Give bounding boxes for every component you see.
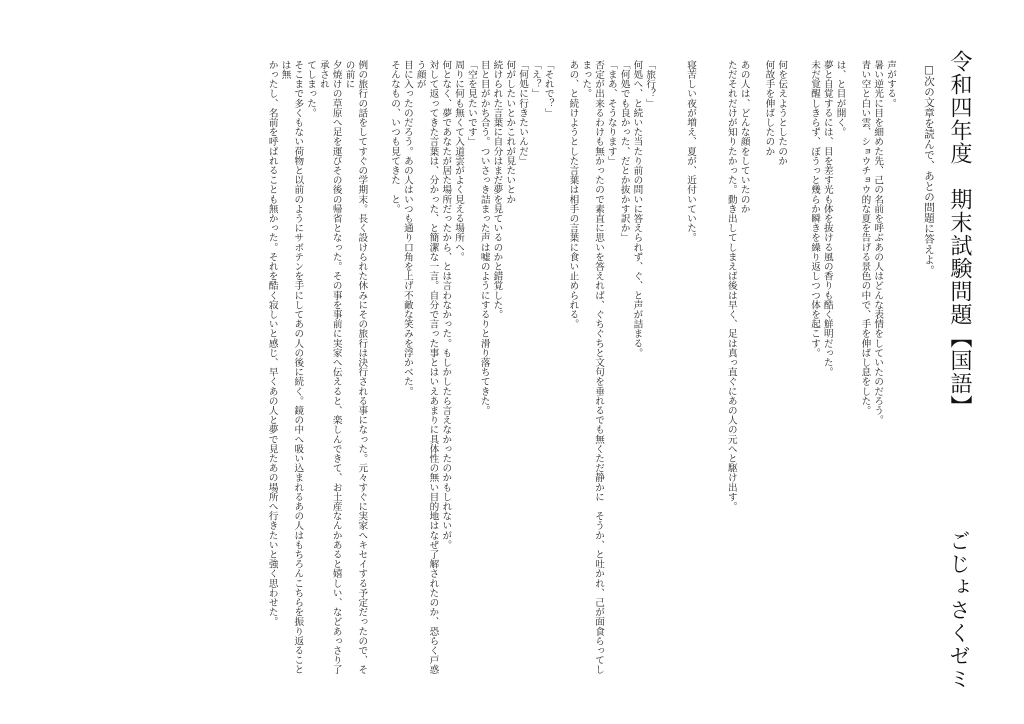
passage-paragraph-5: 寝苦しい夜が増え、夏が、近付いていた。 [685,60,697,243]
passage-paragraph-6: 「旅行？」 何処へ、と続いた当たり前の問いに答えられず、ぐ、と声が詰まる。 「何処でも良かった、だとか抜かす訳か」 「まあ、そうなります」 否定が出来るわけも無かったので素直に思いを答えれば、ぐちぐちと文句を垂れるでも無くただ静かに そうか、と吐かれ、己が面食らってしまった。 あの、と続けようとした言葉は相手の言葉に食い止められる。 [567,60,656,675]
exam-title: 令和四年度 期末試験問題【国語】 [947,50,972,418]
passage-paragraph-3: 何を伝えようとしたのか 何故手を伸ばしたのか [763,60,788,166]
passage-paragraph-8: 例の旅行の話をしてすぐの学期末。長く設けられた休みにその旅行は決行される事になった。元々すぐに実家へキセイする予定だったので、その前に 夕焼けの草原へ足を運びその後の帰省となった。その事を事前に実家へ伝えると、楽しんできて、お土産なんかあると嬉しい、などあっさり了承され てしまった。 そこまで多くもない荷物と以前のようにサボテンを手にしてあの人の後に続く。鏡の中へ吸い込まれるあの人はもちろんこちらを振り返ることは無 かったし、名前を呼ばれることも無かった。それを酷く寂しいと感じ、早くあの人と夢で見たあの場所へ行きたいと強く思わせた。 [266,60,368,675]
passage-paragraph-1: 声がする。 暑い逆光に目を細めた先、己の名前を呼ぶあの人はどんな表情をしていたのだろう。 青い空と白い雲、ショウチョウ的な夏を告げる景色の中で、手を伸ばし息をした。 [859,60,896,425]
reading-passage [265,60,896,680]
passage-paragraph-7: 「それで？」 「え？」 「何処に行きたいんだ」 何がしたいとかこれが見たいとか 続けられた言葉に自分はまだ夢を見ているのかと錯覚した。 目と目がかち合う。ついさっき詰まった声は嘘のようにするりと滑り落ちてきた。 「空を見たいです」 周りに何も無くて入道雲がよく見える場所へ。 何となく、夢であなたが居た場所だったから、とは言わなかった。もしかしたら言えなかったのかもしれないが。 対して返ってきた言葉は、分かった、と簡潔な一言。自分で言った事とはいえあまりに具体性の無い目的地はなぜ了解されたのか、恐らく戸惑う顔が 目に入ったのだろう。あの人はいつも通り口角を上げ不敵な笑みを浮かべた。 そんなもの、いつも見てきた と。 [389,60,554,675]
instruction-text: □次の文章を読んで、あとの問題に答えよ。 [923,64,935,276]
school-name: ごじょさくゼミ [947,530,971,691]
passage-paragraph-2: は、と目が開く。 夢と自覚するには、目を差す光も体を抜ける風の香りも酷く鮮明だった。 未だ覚醒しきらず、ぼうっと幾らか瞬きを繰り返しつつ体を起こす。 [809,60,846,377]
passage-paragraph-4: あの人は、どんな顔をしていたのか ただそれだけが知りたかった。動き出してしまえば後は早く、足は真っ直ぐにあの人の元へと駆け出す。 [725,60,750,512]
